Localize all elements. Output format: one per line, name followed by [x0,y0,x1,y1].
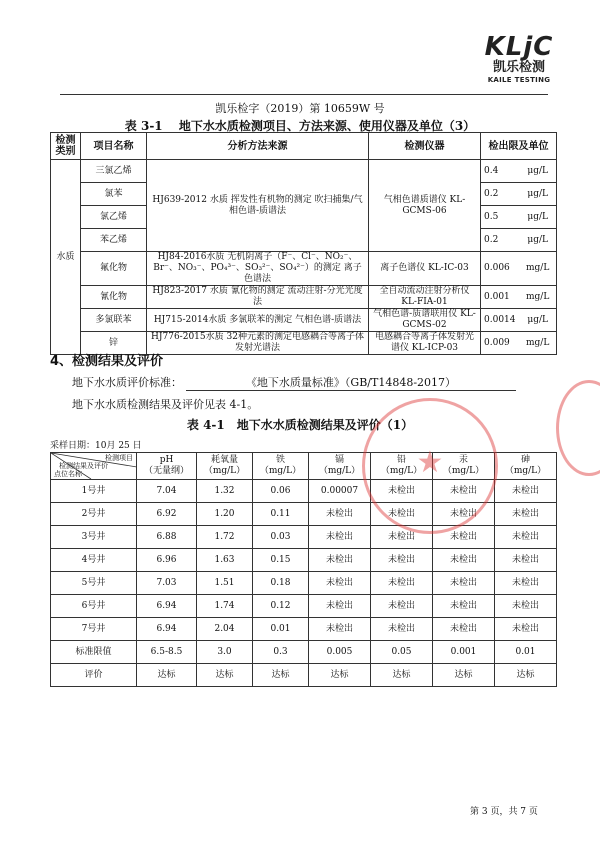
value-cell: 6.96 [137,549,197,572]
value-cell: 未检出 [433,618,495,641]
site-cell: 评价 [51,664,137,687]
value-cell: 0.12 [253,595,309,618]
logo-name-en: KAILE TESTING [487,76,551,84]
limit-cell: 0.001 mg/L [481,286,557,309]
header-instrument: 检测仪器 [369,133,481,160]
seal-star-icon: ★ [416,445,444,480]
value-cell: 6.94 [137,595,197,618]
table-row [51,252,557,286]
value-cell: 达标 [433,664,495,687]
value-cell: 0.01 [495,641,557,664]
header-divider [60,94,548,95]
value-cell: 未检出 [309,526,371,549]
method-cell: HJ776-2015水质 32种元素的测定电感耦合等离子体发射光谱法 [147,332,369,355]
value-cell: 未检出 [495,549,557,572]
instrument-cell: 离子色谱仪 KL-IC-03 [369,252,481,286]
value-cell: 0.01 [253,618,309,641]
value-cell: 0.03 [253,526,309,549]
category-cell: 水质 [51,160,81,355]
value-cell: 未检出 [495,595,557,618]
value-cell: 0.05 [371,641,433,664]
value-cell: 0.11 [253,503,309,526]
item-cell: 氯乙烯 [81,206,147,229]
column-header: 铅 （mg/L） [371,453,433,480]
instrument-cell: 气相色谱质谱仪 KL-GCMS-06 [369,160,481,252]
item-cell: 苯乙烯 [81,229,147,252]
site-cell: 4号井 [51,549,137,572]
section-heading: 4、检测结果及评价 [50,354,164,369]
value-cell: 达标 [495,664,557,687]
table-row [51,595,557,618]
standard-label: 地下水水质评价标准： [72,376,182,389]
site-cell: 2号井 [51,503,137,526]
value-cell: 0.18 [253,572,309,595]
value-cell: 达标 [137,664,197,687]
instrument-cell: 电感耦合等离子体发射光谱仪 KL-ICP-03 [369,332,481,355]
logo-mark: KLjC [484,32,554,62]
value-cell: 达标 [371,664,433,687]
site-cell: 1号井 [51,480,137,503]
value-cell: 未检出 [433,503,495,526]
value-cell: 3.0 [197,641,253,664]
limit-cell: 0.2 μg/L [481,183,557,206]
method-cell: HJ823-2017 水质 氰化物的测定 流动注射-分光光度法 [147,286,369,309]
corner-cell [51,453,137,480]
value-cell: 未检出 [433,595,495,618]
table-4-1 [50,452,557,687]
column-header: 汞 （mg/L） [433,453,495,480]
item-cell: 多氯联苯 [81,309,147,332]
table-row [51,286,557,309]
item-cell: 锌 [81,332,147,355]
value-cell: 2.04 [197,618,253,641]
value-cell: 未检出 [495,503,557,526]
value-cell: 未检出 [433,526,495,549]
item-cell: 三氯乙烯 [81,160,147,183]
value-cell: 0.005 [309,641,371,664]
column-header: 铁 （mg/L） [253,453,309,480]
value-cell: 1.51 [197,572,253,595]
value-cell: 6.88 [137,526,197,549]
item-cell: 氟化物 [81,252,147,286]
header-method: 分析方法来源 [147,133,369,160]
value-cell: 未检出 [309,503,371,526]
header-limit: 检出限及单位 [481,133,557,160]
value-cell: 未检出 [371,572,433,595]
table-row [51,309,557,332]
instrument-cell: 全自动流动注射分析仪 KL-FIA-01 [369,286,481,309]
table-row [51,526,557,549]
value-cell: 达标 [197,664,253,687]
method-cell: HJ84-2016水质 无机阴离子（F⁻、Cl⁻、NO₂⁻、Br⁻、NO₃⁻、PO₄³⁻、SO₃²⁻、SO₄²⁻）的测定 离子色谱法 [147,252,369,286]
value-cell: 未检出 [433,480,495,503]
item-cell: 氯苯 [81,183,147,206]
limit-cell: 0.0014 μg/L [481,309,557,332]
table-row [51,503,557,526]
section-body-text: 地下水水质检测结果及评价见表 4-1。 [72,398,259,411]
instrument-cell: 气相色谱-质谱联用仪 KL-GCMS-02 [369,309,481,332]
value-cell: 未检出 [309,549,371,572]
column-header: 砷 （mg/L） [495,453,557,480]
value-cell: 未检出 [433,549,495,572]
limit-cell: 0.2 μg/L [481,229,557,252]
method-cell: HJ639-2012 水质 挥发性有机物的测定 吹扫捕集/气相色谱-质谱法 [147,160,369,252]
limit-cell: 0.4 μg/L [481,160,557,183]
item-cell: 氰化物 [81,286,147,309]
value-cell: 0.3 [253,641,309,664]
value-cell: 1.72 [197,526,253,549]
column-header: 耗氧量 （mg/L） [197,453,253,480]
value-cell: 1.63 [197,549,253,572]
page-number: 第 3 页，共 7 页 [470,807,538,817]
site-cell: 6号井 [51,595,137,618]
table-row [51,160,557,183]
site-cell: 标准限值 [51,641,137,664]
site-cell: 7号井 [51,618,137,641]
value-cell: 未检出 [371,549,433,572]
value-cell: 6.94 [137,618,197,641]
company-logo [474,34,564,85]
value-cell: 未检出 [309,618,371,641]
value-cell: 未检出 [495,526,557,549]
value-cell: 未检出 [495,618,557,641]
table-3-1-title: 表 3-1 地下水水质检测项目、方法来源、使用仪器及单位（3） [124,119,476,133]
standard-value: 《地下水质量标准》（GB/T14848-2017） [186,374,516,391]
table-row [51,641,557,664]
limit-cell: 0.5 μg/L [481,206,557,229]
column-header: 镉 （mg/L） [309,453,371,480]
sample-date: 采样日期：10月 25 日 [50,441,142,451]
site-cell: 3号井 [51,526,137,549]
value-cell: 0.001 [433,641,495,664]
value-cell: 1.32 [197,480,253,503]
value-cell: 未检出 [371,503,433,526]
table-row [51,549,557,572]
table-row [51,572,557,595]
value-cell: 未检出 [433,572,495,595]
report-number: 凯乐检字（2019）第 10659W 号 [215,102,385,115]
standard-line [72,374,516,391]
table-row [51,480,557,503]
value-cell: 未检出 [495,480,557,503]
header-item: 项目名称 [81,133,147,160]
corner-label-results: 检测结果及评价 [59,462,108,470]
value-cell: 未检出 [371,595,433,618]
value-cell: 未检出 [371,526,433,549]
value-cell: 0.15 [253,549,309,572]
logo-name-cn: 凯乐检测 [492,60,545,75]
value-cell: 0.06 [253,480,309,503]
header-category: 检测类别 [51,133,81,160]
value-cell: 达标 [309,664,371,687]
table-3-1-header-row [51,133,557,160]
value-cell: 1.20 [197,503,253,526]
table-row [51,664,557,687]
table-4-1-title: 表 4-1 地下水水质检测结果及评价（1） [186,418,414,432]
value-cell: 未检出 [371,618,433,641]
value-cell: 0.00007 [309,480,371,503]
column-header: pH （无量纲） [137,453,197,480]
value-cell: 达标 [253,664,309,687]
site-cell: 5号井 [51,572,137,595]
table-4-1-header-row [51,453,557,480]
table-4-1-body [51,480,557,687]
edge-seal [556,380,600,476]
table-3-1 [50,132,557,355]
limit-cell: 0.006 mg/L [481,252,557,286]
value-cell: 1.74 [197,595,253,618]
method-cell: HJ715-2014水质 多氯联苯的测定 气相色谱-质谱法 [147,309,369,332]
corner-label-sites: 点位名称 [54,470,82,478]
value-cell: 6.5-8.5 [137,641,197,664]
limit-cell: 0.009 mg/L [481,332,557,355]
value-cell: 7.04 [137,480,197,503]
value-cell: 未检出 [371,480,433,503]
value-cell: 6.92 [137,503,197,526]
value-cell: 未检出 [309,595,371,618]
corner-label-items: 检测项目 [105,454,133,462]
value-cell: 7.03 [137,572,197,595]
value-cell: 未检出 [495,572,557,595]
table-row [51,618,557,641]
value-cell: 未检出 [309,572,371,595]
